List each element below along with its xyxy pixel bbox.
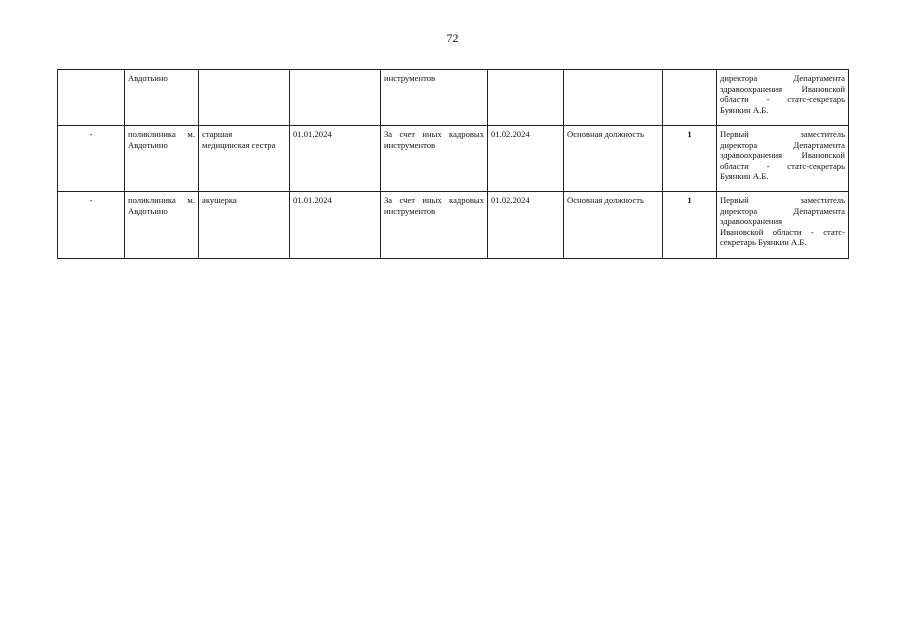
source-line: За счет иных кадровых: [384, 129, 484, 139]
source-line: инструментов: [384, 139, 436, 150]
responsible-line: Буянкин А.Б.: [720, 171, 769, 182]
page-number: 72: [446, 31, 459, 45]
position-type-cell: Основная должность: [564, 126, 663, 192]
table-row: [58, 126, 849, 192]
institution-cell: Авдотьино: [125, 70, 199, 126]
position-type-cell: Основная должность: [564, 192, 663, 259]
rate-cell: [663, 70, 717, 126]
responsible-line: области - статс-секретарь: [720, 160, 845, 171]
table-row: [58, 70, 849, 126]
responsible-line: Ивановской области - статс-: [720, 226, 845, 237]
row-marker-cell: [58, 70, 125, 126]
responsible-line: здравоохранения Ивановской: [720, 150, 845, 161]
position-line: медицинская сестра: [202, 139, 276, 150]
institution-line: Авдотьино: [128, 139, 168, 150]
source-cell: [381, 192, 488, 259]
source-line: За счет иных кадровых: [384, 195, 484, 205]
row-marker-cell: -: [58, 126, 125, 192]
responsible-line: здравоохранения Ивановской: [720, 83, 845, 94]
position-cell: [199, 126, 290, 192]
institution-line: поликлиника м.: [128, 129, 195, 139]
source-cell: [381, 126, 488, 192]
position-cell: [199, 70, 290, 126]
source-cell: инструментов: [381, 70, 488, 126]
responsible-cell: [717, 70, 849, 126]
position-type-cell: [564, 70, 663, 126]
responsible-line: секретарь Буянкин А.Б.: [720, 237, 807, 248]
staffing-table: [57, 69, 849, 259]
responsible-line: Первый заместитель: [720, 129, 845, 139]
responsible-line: Буянкин А.Б.: [720, 104, 769, 115]
rate-cell: 1: [663, 192, 717, 259]
source-line: инструментов: [384, 205, 436, 216]
position-line: старшая: [202, 129, 233, 139]
rate-cell: 1: [663, 126, 717, 192]
table-row: [58, 192, 849, 259]
responsible-line: директора Департамента: [720, 73, 845, 83]
institution-line: поликлиника м.: [128, 195, 195, 205]
row-marker-cell: -: [58, 192, 125, 259]
deadline-cell: 01.02.2024: [488, 126, 564, 192]
position-cell: акушерка: [199, 192, 290, 259]
responsible-line: Первый заместитель: [720, 195, 845, 205]
responsible-line: директора Департамента: [720, 205, 845, 216]
institution-cell: [125, 192, 199, 259]
responsible-cell: [717, 126, 849, 192]
responsible-line: области - статс-секретарь: [720, 94, 845, 105]
responsible-cell: [717, 192, 849, 259]
vacancy-date-cell: [290, 70, 381, 126]
institution-cell: [125, 126, 199, 192]
vacancy-date-cell: 01.01.2024: [290, 126, 381, 192]
responsible-line: здравоохранения: [720, 216, 783, 227]
responsible-line: директора Департамента: [720, 139, 845, 150]
institution-line: Авдотьино: [128, 205, 168, 216]
deadline-cell: [488, 70, 564, 126]
deadline-cell: 01.02.2024: [488, 192, 564, 259]
vacancy-date-cell: 01.01.2024: [290, 192, 381, 259]
